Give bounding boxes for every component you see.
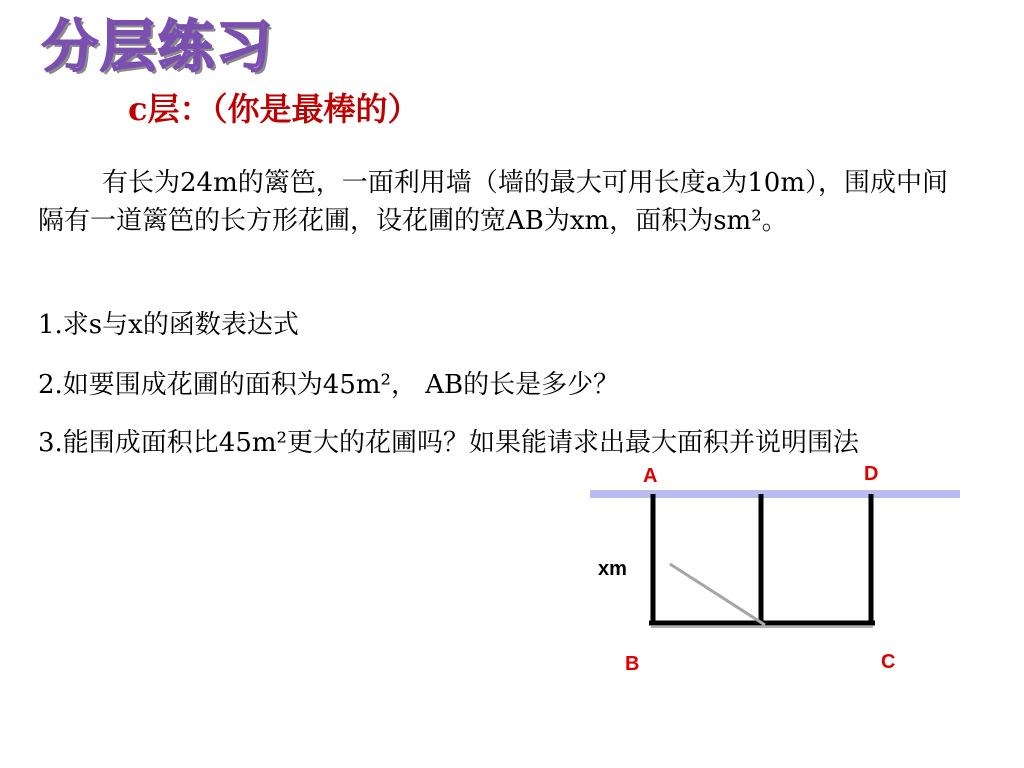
label-c: C (881, 651, 896, 673)
slide-title: 分层练习 (42, 15, 274, 80)
slide-subtitle: c层：（你是最棒的） (128, 90, 420, 128)
problem-statement: 有长为24m的篱笆，一面利用墙（墙的最大可用长度a为10m），围成中间隔有一道篱笆的长方形花圃，设花圃的宽AB为xm，面积为sm²。 (38, 168, 948, 236)
question-1: 1.求s与x的函数表达式 (38, 310, 299, 340)
label-width: xm (598, 558, 627, 580)
label-a: A (643, 465, 658, 487)
diagonal-line (670, 564, 765, 625)
question-3: 3.能围成面积比45m²更大的花圃吗？如果能请求出最大面积并说明围法 (38, 428, 859, 458)
label-b: B (625, 653, 640, 675)
label-d: D (864, 463, 879, 485)
wall (590, 490, 960, 498)
question-2: 2.如要围成花圃的面积为45m²， AB的长是多少？ (38, 370, 620, 400)
